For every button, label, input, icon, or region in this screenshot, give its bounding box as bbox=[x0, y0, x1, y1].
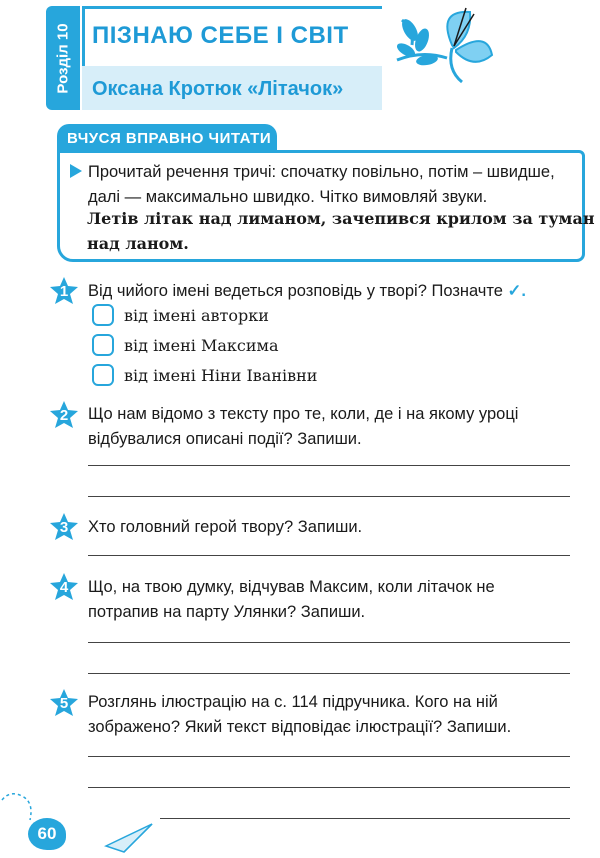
section-label: Розділ 10 bbox=[54, 22, 72, 94]
butterfly-icon bbox=[392, 0, 502, 90]
task-2-question: Що нам відомо з тексту про те, коли, де і на якому уроці відбувалися описані події? Запиши. bbox=[88, 405, 519, 448]
task-1-option-3[interactable]: від імені Ніни Іванівни bbox=[92, 364, 317, 386]
answer-line[interactable] bbox=[88, 756, 570, 757]
arrow-icon bbox=[70, 164, 82, 178]
task-1-question: Від чийого імені ведеться розповідь у творі? Позначте ✓. bbox=[88, 282, 526, 300]
answer-line[interactable] bbox=[88, 673, 570, 674]
star-icon: 3 bbox=[49, 512, 79, 542]
unit-title: ПІЗНАЮ СЕБЕ І СВІТ bbox=[92, 22, 349, 49]
answer-line[interactable] bbox=[88, 642, 570, 643]
answer-line[interactable] bbox=[88, 465, 570, 466]
task-1-option-2[interactable]: від імені Максима bbox=[92, 334, 279, 356]
star-icon: 2 bbox=[49, 400, 79, 430]
paper-plane-icon bbox=[104, 818, 154, 854]
task-1-option-1[interactable]: від імені авторки bbox=[92, 304, 269, 326]
answer-line[interactable] bbox=[160, 818, 570, 819]
tongue-twister: Летів літак над лиманом, зачепився крилом за туман над ланом. bbox=[87, 209, 595, 253]
star-icon: 1 bbox=[49, 276, 79, 306]
answer-line[interactable] bbox=[88, 496, 570, 497]
task-5-question: Розглянь ілюстрацію на с. 114 підручника. Кого на ній зображено? Який текст відповідає ілюстрації? Запиши. bbox=[88, 693, 512, 736]
page-number: 60 bbox=[28, 818, 66, 850]
star-icon: 5 bbox=[49, 688, 79, 718]
reading-instruction: Прочитай речення тричі: спочатку повільно, потім – швидше, далі — максимально швидко. Чітко вимовляй звуки. bbox=[88, 163, 555, 206]
checkmark-icon: ✓. bbox=[507, 282, 526, 300]
reading-tab: ВЧУСЯ ВПРАВНО ЧИТАТИ bbox=[57, 124, 277, 152]
star-icon: 4 bbox=[49, 572, 79, 602]
answer-line[interactable] bbox=[88, 555, 570, 556]
task-3-question: Хто головний герой твору? Запиши. bbox=[88, 518, 363, 536]
checkbox[interactable] bbox=[92, 304, 114, 326]
story-title: Оксана Кротюк «Літачок» bbox=[92, 78, 344, 100]
checkbox[interactable] bbox=[92, 334, 114, 356]
task-4-question: Що, на твою думку, відчував Максим, коли літачок не потрапив на парту Улянки? Запиши. bbox=[88, 578, 495, 621]
checkbox[interactable] bbox=[92, 364, 114, 386]
section-tab bbox=[46, 6, 80, 110]
answer-line[interactable] bbox=[88, 787, 570, 788]
